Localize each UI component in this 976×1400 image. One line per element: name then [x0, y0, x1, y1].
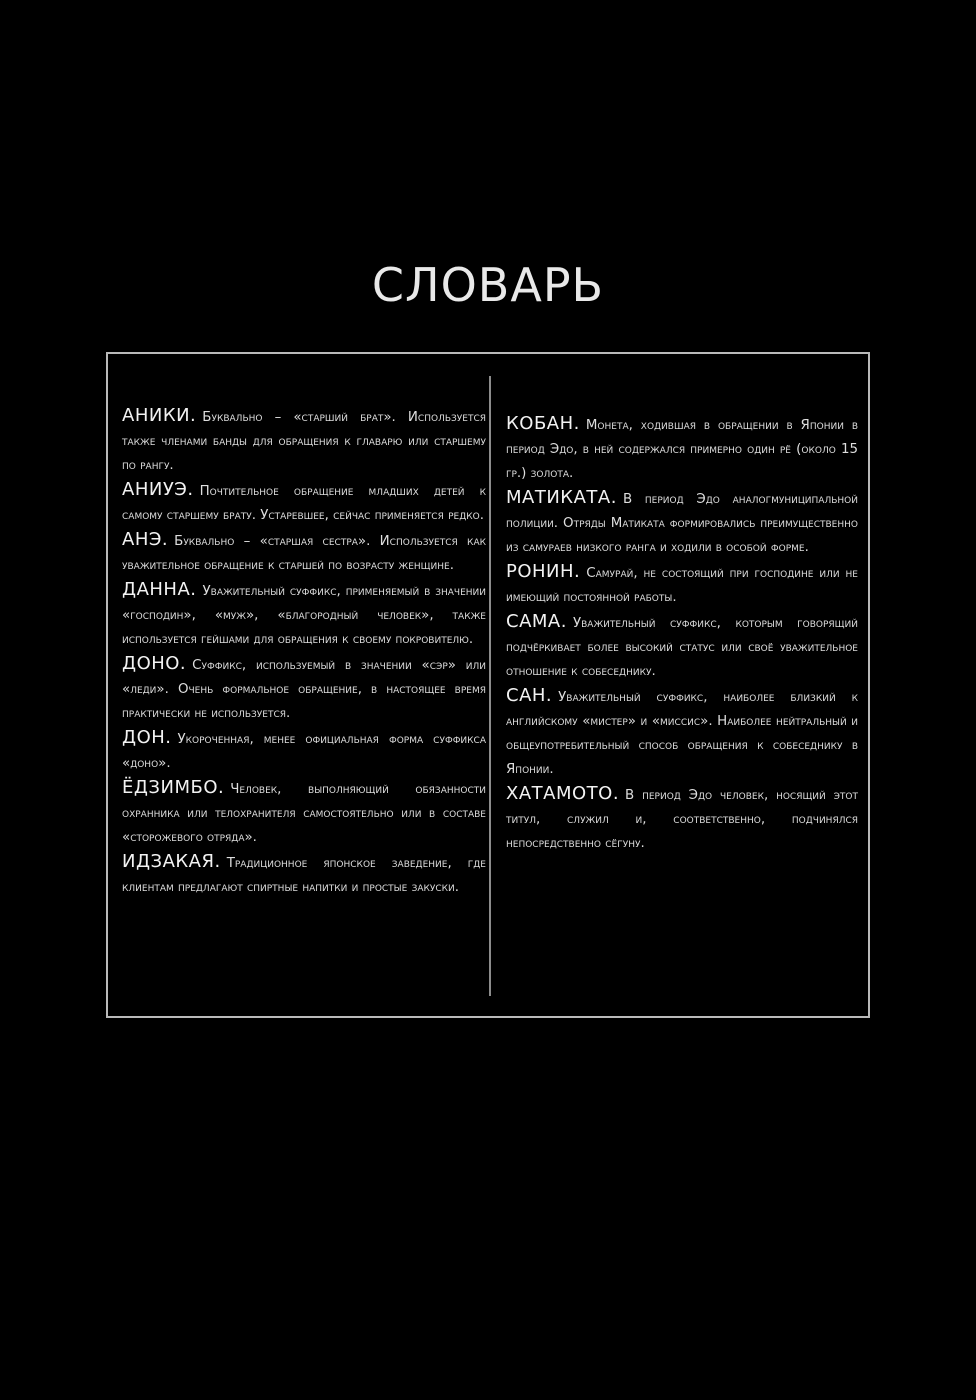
definition-aniue: Почтительное обращение младших детей к самому старшему брату. Устаревшее, сейчас применяется редко. — [122, 484, 486, 523]
definition-don: Укороченная, менее официальная форма суффикса «доно». — [122, 732, 486, 771]
definition-ronin: Самурай, не состоящий при господине или не имеющий постоянной работы. — [506, 566, 858, 605]
definition-sama: Уважительный суффикс, которым говорящий подчёркивает более высокий статус или своё уважительное отношение к собеседнику. — [506, 616, 858, 679]
definition-koban: Монета, ходившая в обращении в Японии в период Эдо, в ней содержался примерно один рё (около 15 гр.) золота. — [506, 418, 858, 481]
term-san: САН. — [506, 685, 553, 706]
glossary-entry-yojimbo — [122, 776, 486, 850]
definition-hatamoto: В период Эдо человек, носящий этот титул, служил и, соответственно, подчинялся непосредственно сёгуну. — [506, 788, 858, 851]
glossary-entry-aniue — [122, 478, 486, 528]
definition-ane: Буквально – «старшая сестра». Используется как уважительное обращение к старшей по возрасту женщине. — [122, 534, 486, 573]
glossary-entry-dono — [122, 652, 486, 726]
term-ronin: РОНИН. — [506, 561, 581, 582]
glossary-box — [106, 352, 870, 1018]
glossary-entry-hatamoto — [506, 782, 858, 856]
term-aniki: АНИКИ. — [122, 405, 197, 426]
definition-san: Уважительный суффикс, наиболее близкий к английскому «мистер» и «миссис». Наиболее нейтральный и общеупотребительный способ обращения к собеседнику в Японии. — [506, 690, 858, 777]
glossary-entry-sama — [506, 610, 858, 684]
column-divider — [489, 376, 491, 996]
glossary-entry-izakaya — [122, 850, 486, 900]
term-izakaya: ИДЗАКАЯ. — [122, 851, 221, 872]
glossary-column-right — [506, 412, 858, 856]
glossary-entry-ronin — [506, 560, 858, 610]
term-dono: ДОНО. — [122, 653, 187, 674]
glossary-entry-don — [122, 726, 486, 776]
term-machikata: МАТИКАТА. — [506, 487, 617, 508]
term-hatamoto: ХАТАМОТО. — [506, 783, 620, 804]
definition-aniki: Буквально – «старший брат». Используется также членами банды для обращения к главарю или старшему по рангу. — [122, 410, 486, 473]
definition-izakaya: Традиционное японское заведение, где клиентам предлагают спиртные напитки и простые закуски. — [122, 856, 486, 895]
glossary-entry-machikata — [506, 486, 858, 560]
definition-machikata: В период Эдо аналогмуниципальной полиции. Отряды Матиката формировались преимущественно из самураев низкого ранга и ходили в особой форме. — [506, 492, 858, 555]
term-aniue: АНИУЭ. — [122, 479, 194, 500]
definition-dono: Суффикс, используемый в значении «сэр» или «леди». Очень формальное обращение, в настоящее время практически не используется. — [122, 658, 486, 721]
term-sama: САМА. — [506, 611, 567, 632]
glossary-column-left — [122, 404, 486, 900]
glossary-entry-san — [506, 684, 858, 782]
glossary-entry-ane — [122, 528, 486, 578]
term-yojimbo: ЁДЗИМБО. — [122, 777, 225, 798]
definition-danna: Уважительный суффикс, применяемый в значении «господин», «муж», «благородный человек», также используется гейшами для обращения к своему покровителю. — [122, 584, 486, 647]
term-don: ДОН. — [122, 727, 172, 748]
glossary-entry-danna — [122, 578, 486, 652]
glossary-entry-koban — [506, 412, 858, 486]
glossary-entry-aniki — [122, 404, 486, 478]
term-danna: ДАННА. — [122, 579, 197, 600]
term-koban: КОБАН. — [506, 413, 580, 434]
term-ane: АНЭ. — [122, 529, 169, 550]
definition-yojimbo: Человек, выполняющий обязанности охранника или телохранителя самостоятельно или в составе «сторожевого отряда». — [122, 782, 486, 845]
page-title: СЛОВАРЬ — [371, 258, 605, 312]
